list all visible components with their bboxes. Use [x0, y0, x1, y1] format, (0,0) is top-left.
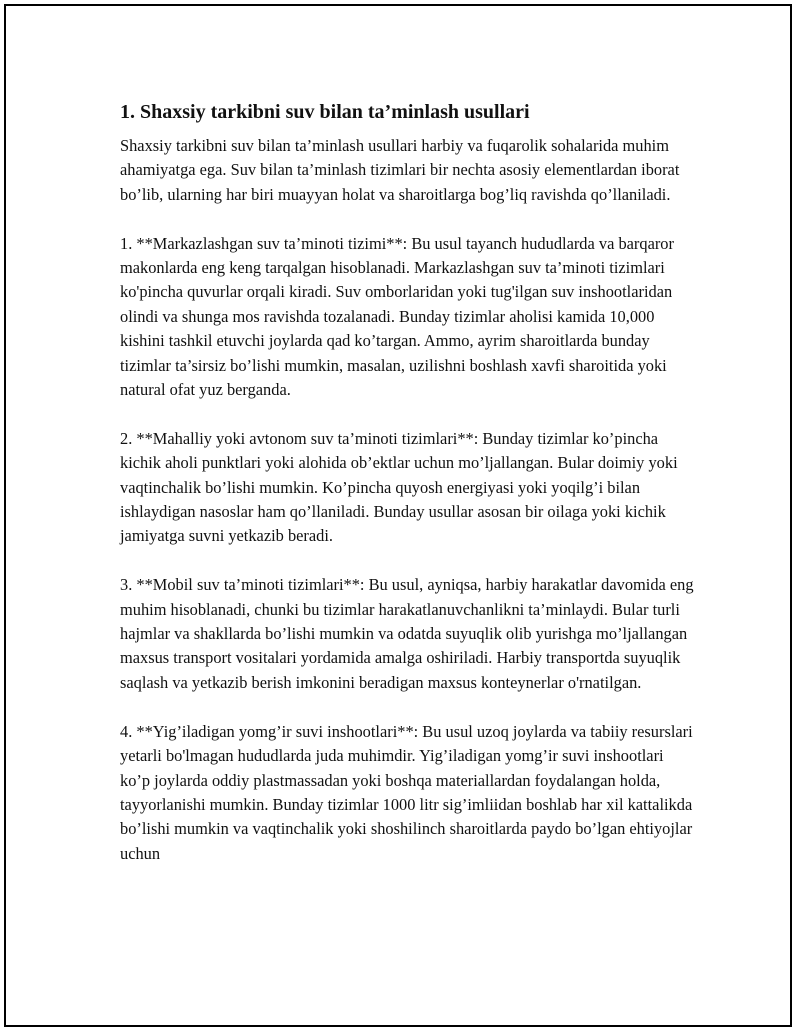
intro-paragraph: Shaxsiy tarkibni suv bilan ta’minlash usullari harbiy va fuqarolik sohalarida muhim ahamiyatga ega. Suv bilan ta’minlash tizimlari bir nechta asosiy elementlardan iborat bo’lib, ularning har biri muayyan holat va sharoitlarga bog’liq ravishda qo’llaniladi.: [120, 136, 680, 204]
paragraph-local-supply: 2. **Mahalliy yoki avtonom suv ta’minoti tizimlari**: Bunday tizimlar ko’pincha kichik aholi punktlari yoki alohida ob’ektlar uchun mo’ljallangan. Bular doimiy yoki vaqtinchalik bo’lishi mumkin. Ko’pincha quyosh energiyasi yoki yoqilg’i bilan ishlaydigan nasoslar ham qo’llaniladi. Bunday usullar asosan bir oilaga yoki kichik jamiyatga suvni yetkazib beradi.: [120, 428, 678, 546]
document-body: [120, 98, 695, 891]
paragraph-rainwater-collection: 4. **Yig’iladigan yomg’ir suvi inshootlari**: Bu usul uzoq joylarda va tabiiy resurslari yetarli bo'lmagan hududlarda juda muhimdir. Yig’iladigan yomg’ir suvi inshootlari ko’p joylarda oddiy plastmassadan yoki boshqa materiallardan foydalangan holda, tayyorlanishi mumkin. Bunday tizimlar 1000 litr sig’imliidan boshlab har xil kattalikda bo’lishi mumkin va vaqtinchalik yoki shoshilinch sharoitlarda paydo bo’lgan ehtiyojlar uchun: [120, 721, 693, 863]
section-heading: 1. Shaxsiy tarkibni suv bilan ta’minlash usullari: [120, 101, 530, 123]
paragraph-mobile-supply: 3. **Mobil suv ta’minoti tizimlari**: Bu usul, ayniqsa, harbiy harakatlar davomida eng muhim hisoblanadi, chunki bu tizimlar harakatlanuvchanlikni ta’minlaydi. Bular turli hajmlar va shakllarda bo’lishi mumkin va odatda suyuqlik olib yurishga mo’ljallangan maxsus transport vositalari yordamida amalga oshiriladi. Harbiy transportda suyuqlik saqlash va yetkazib berish imkonini beradigan maxsus konteynerlar o'rnatilgan.: [120, 575, 694, 692]
paragraph-centralized-supply: 1. **Markazlashgan suv ta’minoti tizimi**: Bu usul tayanch hududlarda va barqaror makonlarda eng keng tarqalgan hisoblanadi. Markazlashgan suv ta’minoti tizimlari ko'pincha quvurlar orqali kiradi. Suv omborlaridan yoki tug'ilgan suv inshootlaridan olindi va shunga mos ravishda tozalanadi. Bunday tizimlar aholisi kamida 10,000 kishini tashkil etuvchi joylarda qad ko’targan. Ammo, ayrim sharoitlarda bunday tizimlar ta’sirsiz bo’lishi mumkin, masalan, uzilishni boshlash xavfi sharoitida yoki natural ofat yuz berganda.: [120, 233, 674, 400]
page-frame: [4, 4, 792, 1027]
